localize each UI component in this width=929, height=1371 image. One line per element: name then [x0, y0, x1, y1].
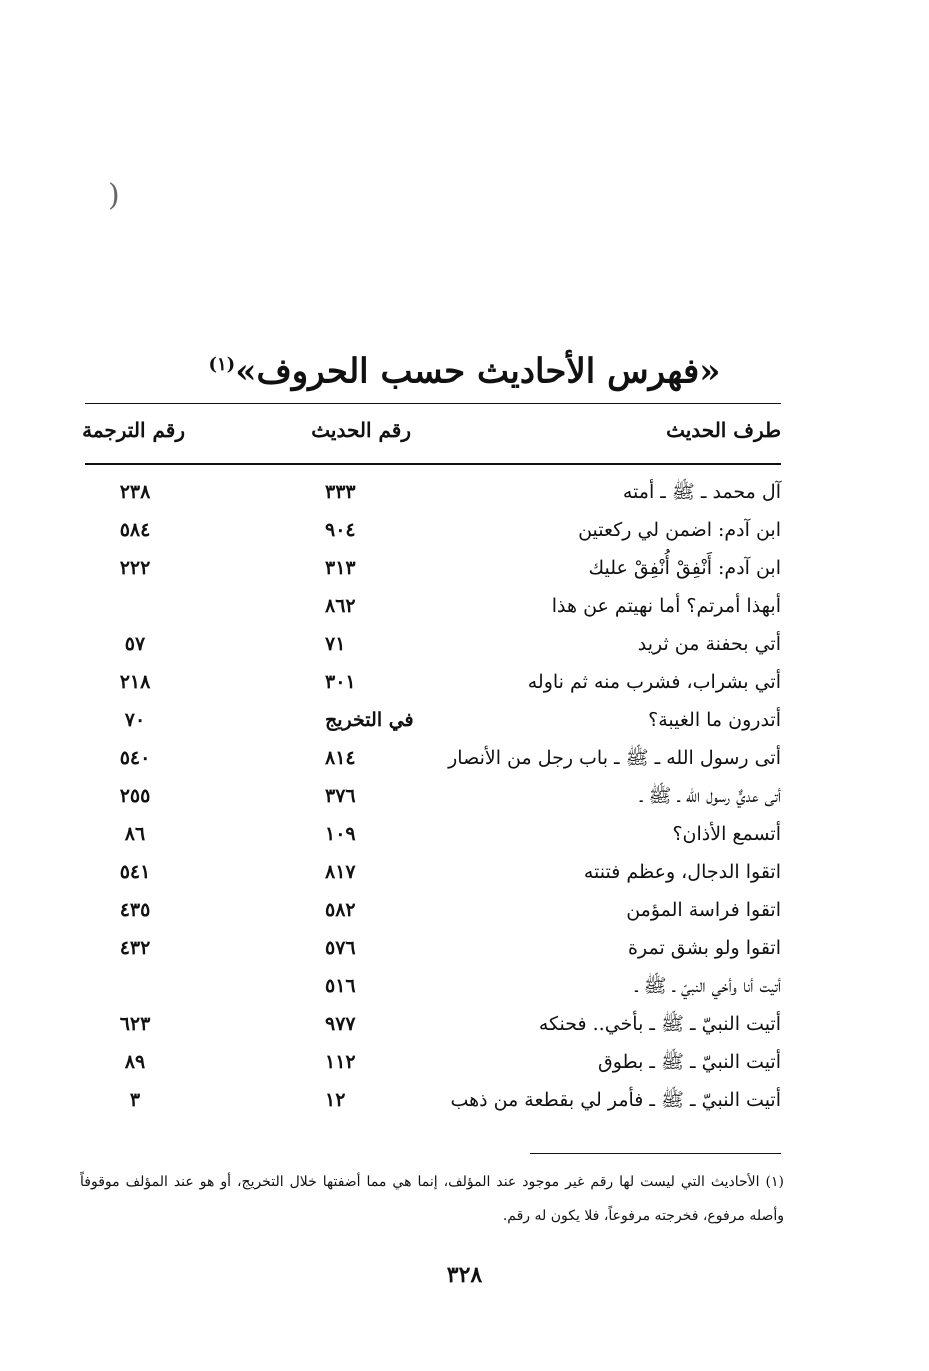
hadith-number: ٧١: [325, 633, 346, 655]
table-row: [85, 853, 781, 891]
title-text: «فهرس الأحاديث حسب الحروف»: [235, 351, 721, 392]
hadith-number: ٥١٦: [325, 975, 356, 997]
table-row: [85, 1081, 781, 1119]
hadith-number: ٥٧٦: [325, 937, 356, 959]
table-row: [85, 663, 781, 701]
table-header-rule: [85, 463, 781, 465]
hadith-number: ٨٦٢: [325, 595, 356, 617]
hadith-number: ٩٠٤: [325, 519, 356, 541]
hadith-text: ابن آدم: أَنْفِقْ أُنْفِقْ عليك: [588, 557, 781, 579]
translation-number: ٢٢٢: [119, 557, 151, 579]
margin-mark: (: [108, 178, 120, 213]
page-number: ٣٢٨: [446, 1262, 483, 1288]
hadith-text: أتدرون ما الغيبة؟: [648, 709, 781, 731]
hadith-text: أتيت أنا وأخي النبيّ ـ ﷺ ـ: [635, 975, 781, 997]
translation-number: ٨٩: [124, 1051, 146, 1073]
hadith-number: ٣٧٦: [325, 785, 356, 807]
table-row: [85, 473, 781, 511]
table-row: [85, 815, 781, 853]
header-hadith-text: طرف الحديث: [666, 418, 781, 442]
table-row: [85, 777, 781, 815]
hadith-text: أبهذا أمرتم؟ أما نهيتم عن هذا: [551, 595, 781, 617]
hadith-text: أتيت النبيّ ـ ﷺ ـ بأخي.. فحنكه: [538, 1013, 781, 1035]
title-footnote-ref: (١): [208, 354, 236, 375]
hadith-text: أتسمع الأذان؟: [672, 823, 781, 845]
hadith-number: ٥٨٢: [325, 899, 356, 921]
hadith-number: ٣١٣: [325, 557, 356, 579]
translation-number: ٤٣٢: [119, 937, 151, 959]
translation-number: ٢٥٥: [119, 785, 151, 807]
table-row: [85, 587, 781, 625]
table-row: [85, 891, 781, 929]
hadith-number: ٣٣٣: [325, 481, 356, 503]
table-row: [85, 1005, 781, 1043]
footnote-rule: [530, 1153, 781, 1154]
hadith-number: في التخريج: [325, 709, 414, 731]
translation-number: ٢٣٨: [119, 481, 151, 503]
page-title: [0, 340, 929, 396]
hadith-text: أتي بشراب، فشرب منه ثم ناوله: [527, 671, 781, 693]
table-header: [82, 410, 781, 454]
translation-number: ٥٧: [124, 633, 146, 655]
footnote: (١) الأحاديث التي ليست لها رقم غير موجود عند المؤلف، إنما هي مما أضفتها خلال التخريج، أو هو عند المؤلف موقوفاً وأصله مرفوع، فخرجته مرفوعاً، فلا يكون له رقم.: [80, 1174, 784, 1224]
translation-number: ٧٠: [124, 709, 146, 731]
hadith-text: اتقوا الدجال، وعظم فتنته: [583, 861, 781, 883]
header-hadith-number: رقم الحديث: [311, 418, 411, 442]
hadith-text: ابن آدم: اضمن لي ركعتين: [578, 519, 781, 541]
hadith-number: ٩٧٧: [325, 1013, 356, 1035]
translation-number: ٦٢٣: [119, 1013, 151, 1035]
translation-number: ٥٤٠: [119, 747, 151, 769]
table-row: [85, 549, 781, 587]
header-translation-number: رقم الترجمة: [82, 418, 185, 442]
table-top-rule: [85, 403, 781, 404]
table-row: [85, 1043, 781, 1081]
hadith-index-table: [85, 473, 781, 1119]
translation-number: ٨٦: [124, 823, 146, 845]
hadith-number: ١٢: [325, 1089, 346, 1111]
hadith-text: أتى عديٌّ رسول الله ـ ﷺ ـ: [640, 785, 781, 807]
hadith-number: ١١٢: [325, 1051, 356, 1073]
hadith-text: أتيت النبيّ ـ ﷺ ـ بطوق: [597, 1051, 781, 1073]
translation-number: ٣: [129, 1089, 141, 1111]
table-row: [85, 511, 781, 549]
hadith-text: اتقوا فراسة المؤمن: [626, 899, 781, 921]
hadith-number: ٨١٤: [325, 747, 356, 769]
table-row: [85, 929, 781, 967]
hadith-text: آل محمد ـ ﷺ ـ أمته: [622, 481, 781, 503]
translation-number: ٢١٨: [119, 671, 151, 693]
translation-number: ٥٤١: [119, 861, 151, 883]
table-row: [85, 739, 781, 777]
hadith-text: أتي بحفنة من ثريد: [637, 633, 781, 655]
hadith-text: أتى رسول الله ـ ﷺ ـ باب رجل من الأنصار: [448, 747, 781, 769]
table-row: [85, 967, 781, 1005]
hadith-number: ٣٠١: [325, 671, 356, 693]
hadith-text: أتيت النبيّ ـ ﷺ ـ فأمر لي بقطعة من ذهب: [450, 1089, 781, 1111]
hadith-number: ٨١٧: [325, 861, 356, 883]
translation-number: ٥٨٤: [119, 519, 151, 541]
table-row: [85, 701, 781, 739]
hadith-text: اتقوا ولو بشق تمرة: [628, 937, 781, 959]
hadith-number: ١٠٩: [325, 823, 356, 845]
table-row: [85, 625, 781, 663]
translation-number: ٤٣٥: [119, 899, 151, 921]
